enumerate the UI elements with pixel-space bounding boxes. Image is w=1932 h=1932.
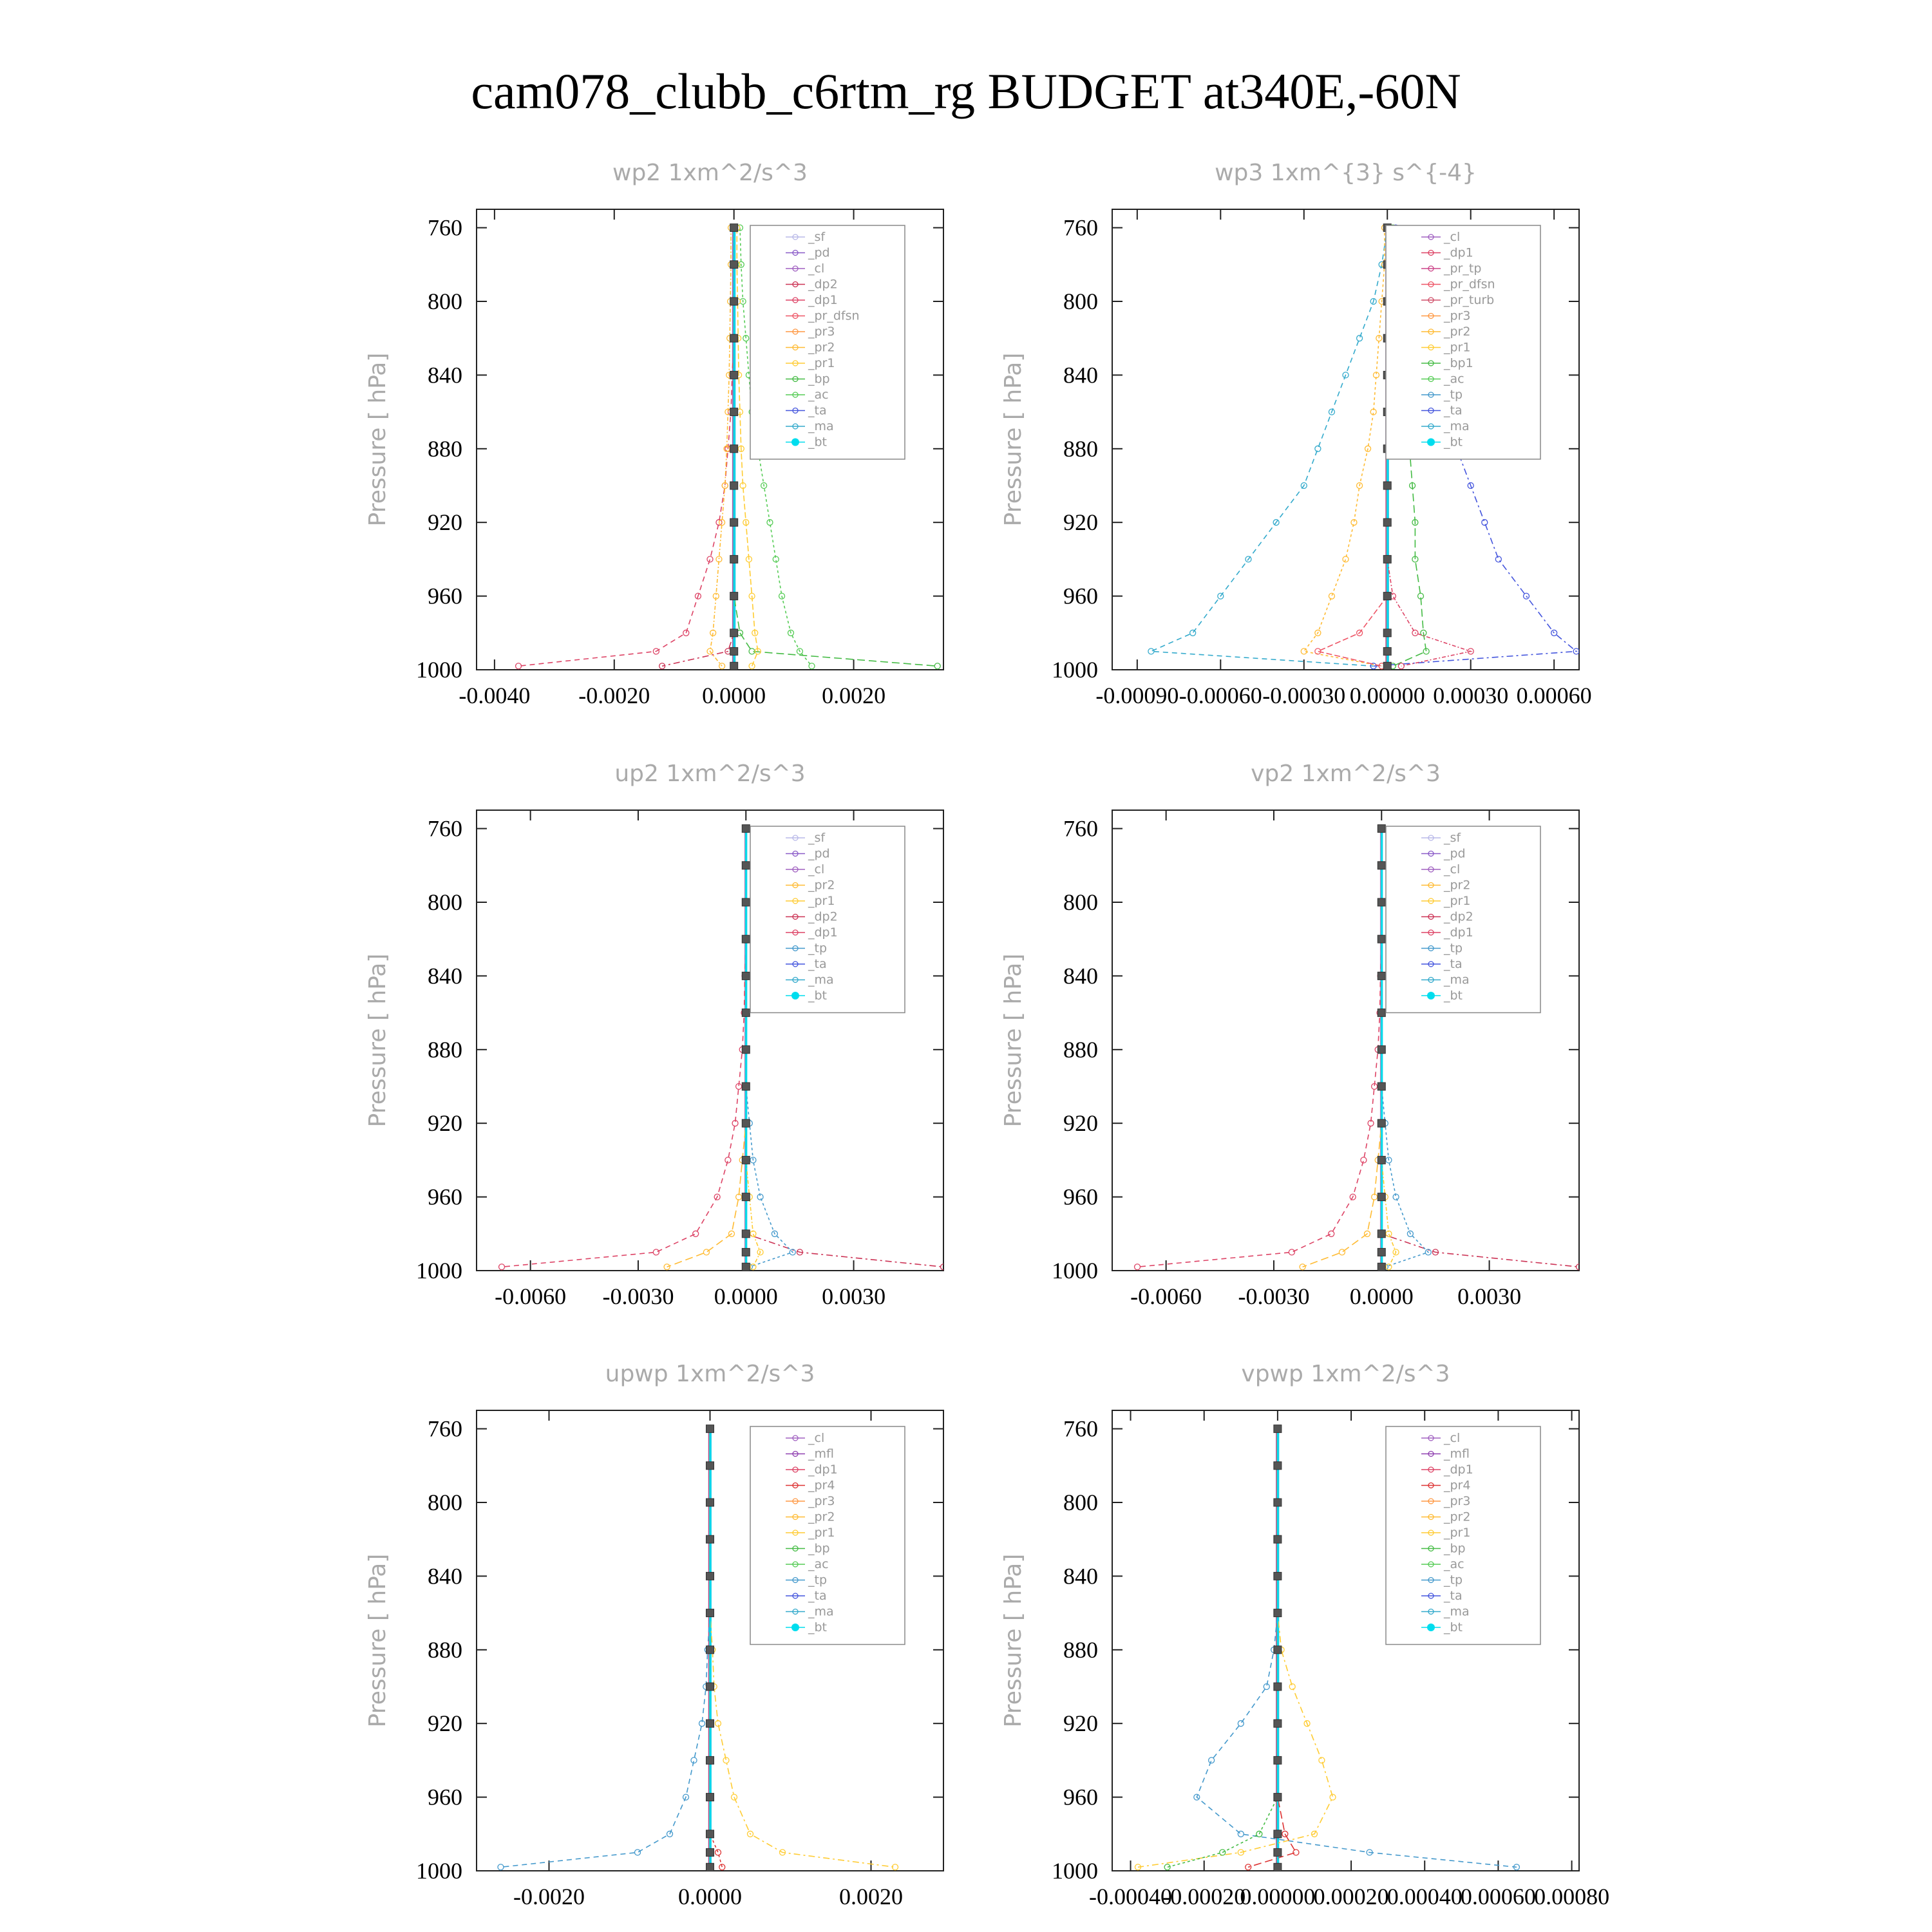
data-point xyxy=(730,445,738,453)
data-point xyxy=(1383,647,1391,655)
y-tick-label: 760 xyxy=(428,214,462,241)
data-point xyxy=(1378,1248,1385,1256)
series-line-dp1 xyxy=(1137,829,1381,1267)
x-tick-label: 0.00080 xyxy=(1534,1884,1610,1909)
x-tick-label: -0.0060 xyxy=(495,1283,567,1309)
data-point xyxy=(725,1157,731,1163)
data-point xyxy=(516,663,522,669)
data-point xyxy=(1164,1864,1170,1870)
y-tick-label: 1000 xyxy=(416,1258,462,1283)
data-point xyxy=(703,1249,709,1255)
legend-label: _pr2 xyxy=(808,1510,835,1524)
legend-label: _dp2 xyxy=(808,909,838,924)
data-point xyxy=(1383,592,1391,600)
y-axis-label: Pressure [ hPa] xyxy=(1000,352,1027,527)
data-point xyxy=(707,556,713,562)
panel-2 xyxy=(365,761,947,1309)
legend-label: _cl xyxy=(1444,230,1461,244)
legend-label: _cl xyxy=(808,862,825,876)
x-tick-label: 0.00060 xyxy=(1516,683,1592,708)
panel-title: vpwp 1xm^2/s^3 xyxy=(1241,1361,1450,1387)
y-tick-label: 760 xyxy=(428,1416,462,1442)
y-tick-label: 760 xyxy=(1063,214,1098,241)
x-tick-label: -0.00020 xyxy=(1162,1884,1246,1909)
legend-label: _pr_turb xyxy=(1444,293,1495,307)
data-point xyxy=(742,1263,750,1271)
x-tick-label: 0.0000 xyxy=(1349,1283,1414,1309)
series-line-ma xyxy=(1151,228,1387,667)
series-line-dp2 xyxy=(662,228,734,667)
legend-label: _sf xyxy=(808,230,826,244)
data-point xyxy=(730,224,738,232)
series-line-dp1 xyxy=(502,829,746,1267)
series-line-pr2 xyxy=(1303,829,1382,1267)
legend-label: _bt xyxy=(1444,435,1463,450)
legend-label: _pr2 xyxy=(1444,878,1471,893)
x-tick-label: -0.00090 xyxy=(1095,683,1179,708)
x-tick-label: 0.00060 xyxy=(1460,1884,1536,1909)
data-point xyxy=(1135,1264,1141,1270)
legend-label: _ma xyxy=(1444,419,1470,433)
legend-label: _pr2 xyxy=(1444,325,1471,339)
data-point xyxy=(730,298,738,305)
data-point xyxy=(706,1609,714,1617)
data-point xyxy=(1274,1572,1282,1580)
legend-label: _dp2 xyxy=(1444,909,1473,924)
legend-label: _bt xyxy=(1444,989,1463,1003)
legend-label: _dp1 xyxy=(808,925,838,940)
data-point xyxy=(1289,1249,1294,1255)
data-point xyxy=(1383,555,1391,563)
panel-4 xyxy=(365,1361,943,1909)
data-point xyxy=(715,1850,721,1855)
x-tick-label: -0.0040 xyxy=(459,683,531,708)
panel-1 xyxy=(1000,160,1592,708)
data-point xyxy=(1383,662,1391,670)
data-point xyxy=(1274,1683,1282,1690)
data-point xyxy=(706,1425,714,1433)
data-point xyxy=(742,1119,750,1127)
data-point xyxy=(1329,1231,1334,1236)
data-point xyxy=(750,1264,756,1270)
legend-label: _pr3 xyxy=(1444,1494,1471,1508)
y-tick-label: 1000 xyxy=(416,1858,462,1884)
y-tick-label: 760 xyxy=(428,815,462,842)
legend-label: _pd xyxy=(1444,846,1466,861)
y-tick-label: 840 xyxy=(1063,1563,1098,1589)
data-point xyxy=(1386,1264,1392,1270)
y-tick-label: 840 xyxy=(428,1563,462,1589)
series-line-bp xyxy=(1168,1429,1278,1868)
data-point xyxy=(706,1499,714,1506)
legend-marker xyxy=(1427,1624,1435,1631)
data-point xyxy=(1274,1425,1282,1433)
y-axis-label: Pressure [ hPa] xyxy=(365,1553,391,1728)
data-point xyxy=(1495,556,1501,562)
y-tick-label: 800 xyxy=(1063,1490,1098,1515)
y-tick-label: 960 xyxy=(428,1184,462,1210)
data-point xyxy=(742,1046,750,1054)
data-point xyxy=(742,1156,750,1164)
legend-label: _pr1 xyxy=(1444,1526,1471,1540)
legend-marker xyxy=(1427,992,1435,999)
data-point xyxy=(1378,1263,1385,1271)
legend-label: _ac xyxy=(808,1557,829,1571)
series-line-dp1 xyxy=(518,228,734,667)
legend-label: _pd xyxy=(808,245,830,260)
legend-label: _pr_dfsn xyxy=(808,308,860,323)
data-point xyxy=(1274,1646,1282,1654)
y-tick-label: 800 xyxy=(1063,889,1098,915)
y-tick-label: 1000 xyxy=(1052,657,1098,683)
legend-marker xyxy=(791,439,799,446)
y-tick-label: 880 xyxy=(1063,435,1098,462)
legend-label: _ta xyxy=(1444,403,1463,418)
panels-group xyxy=(365,160,1609,1909)
x-tick-label: -0.00040 xyxy=(1089,1884,1173,1909)
data-point xyxy=(742,862,750,869)
x-tick-label: 0.0020 xyxy=(839,1884,903,1909)
data-point xyxy=(706,1848,714,1856)
data-point xyxy=(1274,1848,1282,1856)
legend-label: _tp xyxy=(1444,1573,1463,1587)
data-point xyxy=(730,629,738,637)
y-axis-label: Pressure [ hPa] xyxy=(365,953,391,1128)
data-point xyxy=(1274,1609,1282,1617)
y-tick-label: 800 xyxy=(1063,289,1098,314)
data-point xyxy=(1343,556,1349,562)
legend-label: _pr3 xyxy=(1444,308,1471,323)
y-tick-label: 960 xyxy=(1063,1184,1098,1210)
y-tick-label: 920 xyxy=(428,509,462,536)
data-point xyxy=(498,1864,504,1870)
x-tick-label: 0.00040 xyxy=(1387,1884,1463,1909)
x-tick-label: -0.00060 xyxy=(1179,683,1262,708)
legend-label: _ac xyxy=(808,388,829,402)
data-point xyxy=(1330,1794,1336,1800)
data-point xyxy=(742,972,750,980)
data-point xyxy=(1383,629,1391,637)
panel-title: up2 1xm^2/s^3 xyxy=(614,761,806,787)
x-tick-label: 0.0000 xyxy=(702,683,766,708)
panel-title: vp2 1xm^2/s^3 xyxy=(1251,761,1441,787)
x-tick-label: 0.0000 xyxy=(678,1884,742,1909)
y-tick-label: 840 xyxy=(1063,963,1098,989)
legend-label: _pr1 xyxy=(1444,340,1471,355)
data-point xyxy=(1289,1684,1295,1690)
y-tick-label: 880 xyxy=(428,1636,462,1663)
data-point xyxy=(706,1794,714,1801)
legend-label: _tp xyxy=(808,1573,828,1587)
legend-label: _ac xyxy=(1444,1557,1464,1571)
legend-label: _pr1 xyxy=(1444,894,1471,908)
data-point xyxy=(1315,446,1321,451)
x-tick-label: 0.00000 xyxy=(1349,683,1425,708)
data-point xyxy=(1274,1462,1282,1470)
panel-title: upwp 1xm^2/s^3 xyxy=(605,1361,815,1387)
y-axis-label: Pressure [ hPa] xyxy=(365,352,391,527)
y-tick-label: 920 xyxy=(428,1110,462,1137)
y-axis-label: Pressure [ hPa] xyxy=(1000,953,1027,1128)
x-tick-label: -0.0020 xyxy=(578,683,650,708)
legend-label: _ma xyxy=(808,972,834,987)
data-point xyxy=(742,935,750,943)
data-point xyxy=(1274,1863,1282,1871)
data-point xyxy=(730,662,738,670)
x-tick-label: -0.0060 xyxy=(1130,1283,1202,1309)
data-point xyxy=(1274,1535,1282,1543)
legend-label: _cl xyxy=(808,1431,825,1445)
data-point xyxy=(1300,1264,1305,1270)
data-point xyxy=(1293,1850,1299,1855)
y-tick-label: 840 xyxy=(1063,362,1098,388)
legend-marker xyxy=(1427,439,1435,446)
y-tick-label: 840 xyxy=(428,362,462,388)
legend-label: _cl xyxy=(808,261,825,276)
data-point xyxy=(706,1719,714,1727)
y-tick-label: 960 xyxy=(428,583,462,609)
legend-label: _mfl xyxy=(808,1446,834,1461)
data-point xyxy=(1378,935,1385,943)
legend-label: _bp xyxy=(1444,1541,1466,1556)
data-point xyxy=(1274,1499,1282,1506)
panel-title: wp2 1xm^2/s^3 xyxy=(612,160,808,186)
data-point xyxy=(730,592,738,600)
y-tick-label: 1000 xyxy=(1052,1258,1098,1283)
legend-label: _pr3 xyxy=(808,1494,835,1508)
data-point xyxy=(1274,1719,1282,1727)
legend-label: _pr1 xyxy=(808,894,835,908)
data-point xyxy=(1378,825,1385,833)
legend-label: _dp1 xyxy=(808,293,838,307)
legend-label: _ta xyxy=(808,1589,827,1603)
data-point xyxy=(706,1646,714,1654)
data-point xyxy=(706,1683,714,1690)
y-tick-label: 880 xyxy=(1063,1036,1098,1063)
x-tick-label: 0.00000 xyxy=(1240,1884,1316,1909)
series-line-pr_dfsn xyxy=(1318,228,1387,667)
legend-label: _pr_tp xyxy=(1444,261,1482,276)
data-point xyxy=(1339,1249,1345,1255)
y-tick-label: 840 xyxy=(428,963,462,989)
legend-label: _ma xyxy=(808,1604,834,1619)
panel-title: wp3 1xm^{3} s^{-4} xyxy=(1215,160,1477,186)
data-point xyxy=(1482,520,1488,526)
y-tick-label: 880 xyxy=(1063,1636,1098,1663)
legend-label: _dp1 xyxy=(1444,925,1473,940)
data-point xyxy=(635,1850,641,1855)
panel-3 xyxy=(1000,761,1582,1309)
data-point xyxy=(934,663,940,669)
legend-label: _bt xyxy=(808,435,828,450)
series-line-pr2 xyxy=(667,829,746,1267)
data-point xyxy=(730,371,738,379)
legend-marker xyxy=(791,992,799,999)
x-tick-label: 0.00020 xyxy=(1313,1884,1389,1909)
legend-label: _pr4 xyxy=(808,1478,835,1493)
y-tick-label: 960 xyxy=(1063,1784,1098,1810)
y-axis-label: Pressure [ hPa] xyxy=(1000,1553,1027,1728)
y-tick-label: 920 xyxy=(1063,1110,1098,1137)
data-point xyxy=(730,334,738,342)
y-tick-label: 880 xyxy=(428,435,462,462)
legend-label: _pr1 xyxy=(808,1526,835,1540)
data-point xyxy=(706,1462,714,1470)
y-tick-label: 1000 xyxy=(416,657,462,683)
data-point xyxy=(1274,1830,1282,1838)
legend-label: _pr2 xyxy=(808,340,835,355)
y-tick-label: 960 xyxy=(428,1784,462,1810)
legend-label: _ac xyxy=(1444,372,1464,386)
legend-label: _pd xyxy=(808,846,830,861)
figure-title: cam078_clubb_c6rtm_rg BUDGET at340E,-60N xyxy=(471,63,1461,119)
data-point xyxy=(1238,1831,1244,1837)
y-tick-label: 800 xyxy=(428,289,462,314)
data-point xyxy=(664,1264,670,1270)
legend-label: _pr2 xyxy=(1444,1510,1471,1524)
legend-label: _dp1 xyxy=(1444,245,1473,260)
y-tick-label: 800 xyxy=(428,889,462,915)
data-point xyxy=(730,408,738,416)
legend-label: _bp xyxy=(808,372,830,386)
legend-label: _bt xyxy=(808,989,828,1003)
legend-label: _sf xyxy=(1444,831,1461,845)
data-point xyxy=(706,1863,714,1871)
legend-label: _tp xyxy=(1444,941,1463,956)
data-point xyxy=(730,647,738,655)
series-line-pr1 xyxy=(1138,1429,1333,1868)
series-line-tp xyxy=(501,1429,710,1868)
legend-label: _dp1 xyxy=(808,1463,838,1477)
data-point xyxy=(1378,898,1385,906)
data-point xyxy=(742,825,750,833)
data-point xyxy=(1378,1083,1385,1090)
legend-label: _tp xyxy=(808,941,828,956)
data-point xyxy=(1378,1119,1385,1127)
data-point xyxy=(730,518,738,526)
x-tick-label: -0.00030 xyxy=(1262,683,1346,708)
y-tick-label: 1000 xyxy=(1052,1858,1098,1884)
legend-label: _bt xyxy=(808,1620,828,1634)
data-point xyxy=(1357,336,1363,341)
legend-label: _ma xyxy=(1444,972,1470,987)
data-point xyxy=(742,898,750,906)
data-point xyxy=(499,1264,505,1270)
data-point xyxy=(742,1230,750,1238)
data-point xyxy=(706,1830,714,1838)
data-point xyxy=(730,482,738,489)
data-point xyxy=(706,1756,714,1764)
data-point xyxy=(1383,518,1391,526)
legend-label: _ta xyxy=(808,403,827,418)
x-tick-label: -0.0030 xyxy=(602,1283,674,1309)
legend-label: _cl xyxy=(1444,862,1461,876)
data-point xyxy=(742,1193,750,1201)
data-point xyxy=(730,555,738,563)
data-point xyxy=(1378,1193,1385,1201)
x-tick-label: -0.0030 xyxy=(1238,1283,1310,1309)
data-point xyxy=(742,1009,750,1017)
legend-label: _bp1 xyxy=(1444,356,1473,370)
x-tick-label: 0.0030 xyxy=(822,1283,886,1309)
y-tick-label: 880 xyxy=(428,1036,462,1063)
data-point xyxy=(706,1572,714,1580)
data-point xyxy=(1378,1230,1385,1238)
legend-label: _pr4 xyxy=(1444,1478,1471,1493)
data-point xyxy=(1274,1756,1282,1764)
legend-label: _mfl xyxy=(1444,1446,1470,1461)
legend-label: _cl xyxy=(1444,1431,1461,1445)
data-point xyxy=(1361,1157,1367,1163)
data-point xyxy=(1378,862,1385,869)
y-tick-label: 760 xyxy=(1063,1416,1098,1442)
data-point xyxy=(1274,1794,1282,1801)
data-point xyxy=(653,1249,659,1255)
x-tick-label: 0.0030 xyxy=(1457,1283,1522,1309)
y-tick-label: 760 xyxy=(1063,815,1098,842)
panel-0 xyxy=(365,160,943,708)
legend-label: _ma xyxy=(808,419,834,433)
data-point xyxy=(1378,1046,1385,1054)
data-point xyxy=(1190,630,1196,636)
legend-label: _ma xyxy=(1444,1604,1470,1619)
legend-label: _ta xyxy=(808,957,827,971)
y-tick-label: 960 xyxy=(1063,583,1098,609)
panel-5 xyxy=(1000,1361,1609,1909)
legend-label: _pr1 xyxy=(808,356,835,370)
data-point xyxy=(693,1231,699,1236)
x-tick-label: -0.0020 xyxy=(513,1884,585,1909)
x-tick-label: 0.00030 xyxy=(1433,683,1509,708)
data-point xyxy=(742,1083,750,1090)
data-point xyxy=(1378,1156,1385,1164)
legend-label: _pr2 xyxy=(808,878,835,893)
legend-label: _sf xyxy=(808,831,826,845)
legend-label: _tp xyxy=(1444,388,1463,402)
data-point xyxy=(1209,1757,1215,1763)
legend-label: _dp1 xyxy=(1444,1463,1473,1477)
data-point xyxy=(1329,593,1334,599)
legend-label: _dp2 xyxy=(808,277,838,292)
data-point xyxy=(1378,1009,1385,1017)
data-point xyxy=(1319,1757,1325,1763)
data-point xyxy=(742,1248,750,1256)
legend-label: _ta xyxy=(1444,1589,1463,1603)
legend-label: _ta xyxy=(1444,957,1463,971)
legend-label: _bt xyxy=(1444,1620,1463,1634)
y-tick-label: 800 xyxy=(428,1490,462,1515)
legend-label: _pr3 xyxy=(808,325,835,339)
data-point xyxy=(1238,1721,1244,1727)
legend-label: _bp xyxy=(808,1541,830,1556)
y-tick-label: 920 xyxy=(1063,1710,1098,1737)
x-tick-label: 0.0000 xyxy=(714,1283,778,1309)
legend-label: _pr_dfsn xyxy=(1444,277,1495,292)
data-point xyxy=(730,261,738,269)
data-point xyxy=(1148,649,1154,654)
data-point xyxy=(706,1535,714,1543)
legend-marker xyxy=(791,1624,799,1631)
data-point xyxy=(1383,482,1391,489)
y-tick-label: 920 xyxy=(1063,509,1098,536)
y-tick-label: 920 xyxy=(428,1710,462,1737)
x-tick-label: 0.0020 xyxy=(822,683,886,708)
data-point xyxy=(1378,972,1385,980)
